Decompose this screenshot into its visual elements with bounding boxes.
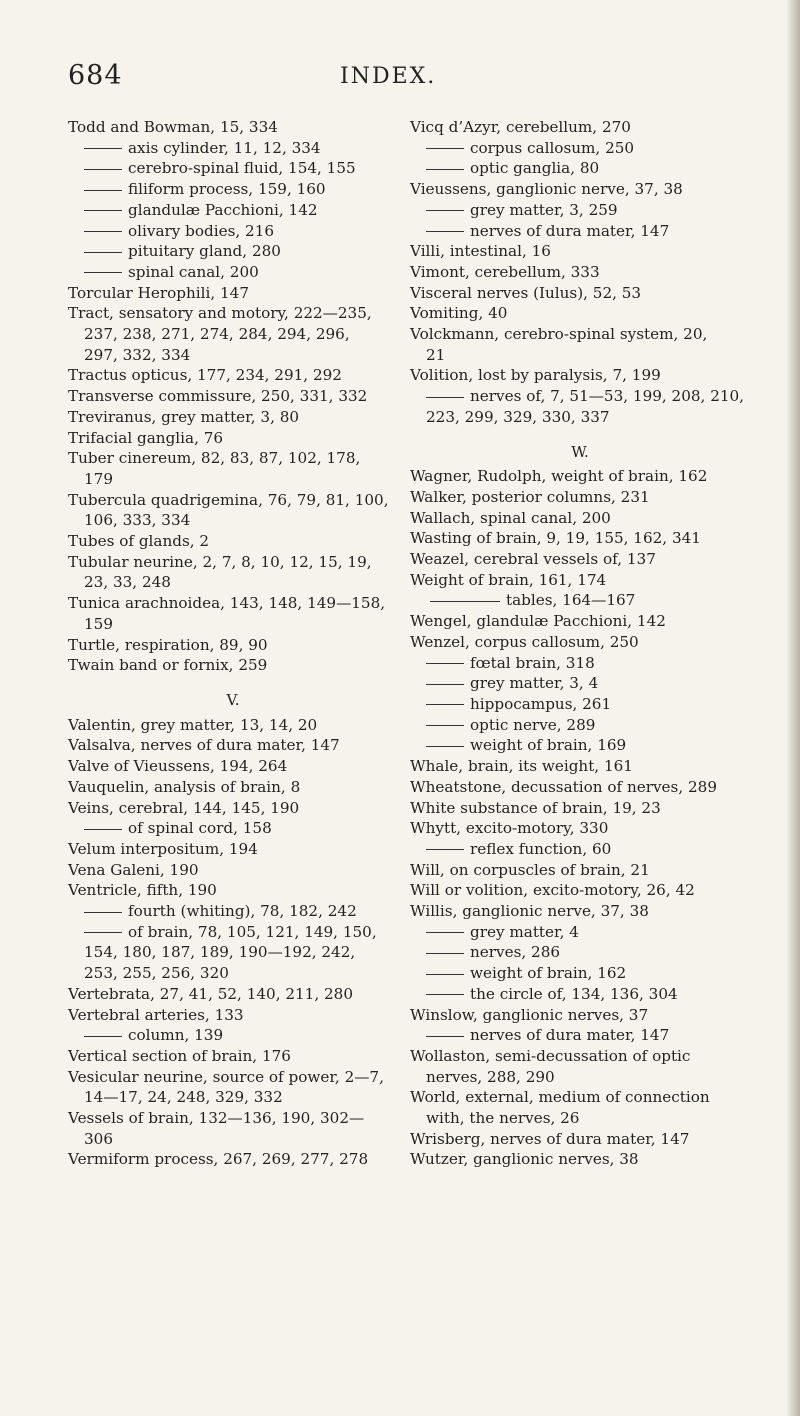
index-subentry: [68, 179, 398, 200]
index-entry-text: spinal canal, 200: [128, 262, 259, 281]
ditto-dash: [84, 210, 122, 211]
index-entry-text: Wutzer, ganglionic nerves, 38: [410, 1150, 639, 1169]
index-column-left: [68, 117, 398, 1170]
index-entry: [68, 303, 398, 324]
index-entry-text: filiform process, 159, 160: [128, 180, 326, 199]
index-entry-text: 237, 238, 271, 274, 284, 294, 296,: [84, 325, 350, 344]
index-entry-text: 253, 255, 256, 320: [84, 964, 229, 983]
index-entry-text: Veins, cerebral, 144, 145, 190: [68, 798, 300, 817]
index-subentry: [68, 818, 398, 839]
index-entry: [410, 777, 750, 798]
index-entry: [68, 1149, 398, 1170]
index-entry: [68, 984, 398, 1005]
index-entry-text: Wrisberg, nerves of dura mater, 147: [410, 1129, 690, 1148]
index-entry-text: Tract, sensatory and motory, 222—235,: [68, 304, 372, 323]
index-subentry: [410, 1025, 750, 1046]
index-entry-text: nerves of dura mater, 147: [470, 221, 670, 240]
index-entry-text: 179: [84, 469, 113, 488]
index-entry-text: corpus callosum, 250: [470, 138, 635, 157]
index-subentry: [410, 715, 750, 736]
index-entry-text: Volckmann, cerebro-spinal system, 20,: [410, 325, 708, 344]
index-entry-text: 223, 299, 329, 330, 337: [426, 407, 610, 426]
index-entry: [68, 735, 398, 756]
index-entry-text: Wheatstone, decussation of nerves, 289: [410, 777, 717, 796]
index-entry: [410, 487, 750, 508]
index-entry: [410, 611, 750, 632]
index-entry-text: optic ganglia, 80: [470, 159, 600, 178]
index-entry-text: the circle of, 134, 136, 304: [470, 984, 678, 1003]
index-entry-text: 14—17, 24, 248, 329, 332: [84, 1088, 283, 1107]
index-entry-text: Trifacial ganglia, 76: [68, 428, 224, 447]
index-entry: [68, 448, 398, 469]
index-entry-text: hippocampus, 261: [470, 694, 612, 713]
index-entry-text: Wasting of brain, 9, 19, 155, 162, 341: [410, 529, 701, 548]
index-entry-text: grey matter, 3, 259: [470, 200, 618, 219]
index-entry: [410, 1046, 750, 1067]
index-entry-text: White substance of brain, 19, 23: [410, 798, 661, 817]
page-number: 684: [68, 60, 123, 91]
ditto-dash: [426, 210, 464, 211]
ditto-dash: [84, 190, 122, 191]
index-entry-text: with, the nerves, 26: [426, 1109, 580, 1128]
index-entry-text: olivary bodies, 216: [128, 221, 275, 240]
index-entry-text: 297, 332, 334: [84, 345, 191, 364]
index-entry: [68, 117, 398, 138]
index-entry: [410, 466, 750, 487]
index-subentry: [68, 1025, 398, 1046]
index-entry: [68, 490, 398, 511]
index-entry-text: Wengel, glandulæ Pacchioni, 142: [410, 612, 666, 631]
index-entry-text: Valve of Vieussens, 194, 264: [68, 757, 288, 776]
index-subentry: [68, 200, 398, 221]
index-subentry: [410, 839, 750, 860]
index-entry-text: Wollaston, semi-decussation of optic: [410, 1046, 691, 1065]
index-subentry: [68, 901, 398, 922]
index-entry-text: Vermiform process, 267, 269, 277, 278: [68, 1150, 369, 1169]
index-entry: [68, 1046, 398, 1067]
index-entry-text: Winslow, ganglionic nerves, 37: [410, 1005, 649, 1024]
ditto-dash: [430, 601, 500, 602]
ditto-dash: [426, 953, 464, 954]
index-subentry: [68, 138, 398, 159]
index-subentry: [68, 221, 398, 242]
index-entry: [410, 818, 750, 839]
index-subentry: [410, 200, 750, 221]
section-letter: [68, 690, 398, 711]
index-entry-text: Todd and Bowman, 15, 334: [68, 118, 278, 136]
index-entry-text: 154, 180, 187, 189, 190—192, 242,: [84, 943, 356, 962]
index-entry-text: pituitary gland, 280: [128, 242, 281, 261]
index-entry-text: Vertebral arteries, 133: [68, 1005, 244, 1024]
index-entry: [410, 901, 750, 922]
index-subentry: [410, 673, 750, 694]
index-entry-text: Twain band or fornix, 259: [68, 656, 268, 675]
index-entry-text: nerves of dura mater, 147: [470, 1026, 670, 1045]
index-entry-text: Whale, brain, its weight, 161: [410, 757, 633, 776]
page-edge-shadow: [786, 0, 800, 1416]
section-letter-text: V.: [226, 690, 240, 709]
index-entry-text: Wagner, Rudolph, weight of brain, 162: [410, 467, 708, 486]
index-entry: [410, 756, 750, 777]
section-letter-text: W.: [571, 442, 589, 461]
index-entry-text: Wallach, spinal canal, 200: [410, 508, 611, 527]
index-entry-text: Weazel, cerebral vessels of, 137: [410, 550, 656, 569]
index-entry-text: Vesicular neurine, source of power, 2—7,: [68, 1067, 384, 1086]
index-entry-text: Will, on corpuscles of brain, 21: [410, 860, 650, 879]
ditto-dash: [426, 148, 464, 149]
index-entry-continuation: [68, 572, 398, 593]
index-entry: [68, 715, 398, 736]
index-entry-text: Velum interpositum, 194: [68, 839, 258, 858]
index-entry-text: grey matter, 3, 4: [470, 674, 599, 693]
index-entry-continuation: [68, 345, 398, 366]
index-entry-text: tables, 164—167: [506, 591, 636, 610]
index-subentry: [410, 138, 750, 159]
index-entry-continuation: [68, 963, 398, 984]
index-entry-text: reflex function, 60: [470, 839, 612, 858]
index-subentry: [410, 386, 750, 407]
index-entry-continuation: [68, 614, 398, 635]
ditto-dash: [84, 829, 122, 830]
index-entry-text: Tubes of glands, 2: [68, 532, 210, 551]
index-entry-text: 106, 333, 334: [84, 511, 191, 530]
index-entry-text: Vena Galeni, 190: [68, 860, 199, 879]
index-entry: [410, 179, 750, 200]
index-subentry: [410, 963, 750, 984]
section-letter: [410, 442, 750, 463]
index-entry-text: Weight of brain, 161, 174: [410, 570, 607, 589]
index-subentry: [68, 241, 398, 262]
index-entry: [68, 635, 398, 656]
ditto-dash: [426, 397, 464, 398]
index-entry: [68, 880, 398, 901]
index-column-right: [410, 117, 750, 1170]
index-entry-text: Turtle, respiration, 89, 90: [68, 635, 268, 654]
index-entry-text: Ventricle, fifth, 190: [68, 881, 217, 900]
index-entry: [68, 428, 398, 449]
running-head: INDEX.: [340, 64, 437, 89]
index-entry: [68, 1108, 398, 1129]
ditto-dash: [426, 1036, 464, 1037]
index-entry-text: nerves, 286: [470, 943, 561, 962]
index-entry-text: Vertebrata, 27, 41, 52, 140, 211, 280: [68, 984, 353, 1003]
index-entry-text: Vessels of brain, 132—136, 190, 302—: [68, 1109, 365, 1128]
index-subentry: [68, 262, 398, 283]
ditto-dash: [84, 272, 122, 273]
index-entry: [68, 860, 398, 881]
index-entry-continuation: [68, 1129, 398, 1150]
index-entry-continuation: [410, 1108, 750, 1129]
index-subentry: [410, 590, 750, 611]
index-entry-text: Tubular neurine, 2, 7, 8, 10, 12, 15, 19,: [68, 552, 372, 571]
index-subentry: [410, 735, 750, 756]
index-entry: [410, 1149, 750, 1170]
index-entry-text: Will or volition, excito-motory, 26, 42: [410, 881, 695, 900]
index-entry: [68, 655, 398, 676]
index-entry-text: World, external, medium of connection: [410, 1088, 710, 1107]
index-entry-text: Vauquelin, analysis of brain, 8: [68, 777, 301, 796]
index-entry-text: Villi, intestinal, 16: [410, 242, 551, 261]
index-entry: [68, 777, 398, 798]
index-entry-continuation: [68, 1087, 398, 1108]
index-entry-text: nerves of, 7, 51—53, 199, 208, 210,: [470, 387, 745, 406]
ditto-dash: [84, 231, 122, 232]
index-entry-text: optic nerve, 289: [470, 715, 596, 734]
index-entry-text: glandulæ Pacchioni, 142: [128, 200, 318, 219]
index-entry: [410, 303, 750, 324]
index-entry: [68, 552, 398, 573]
index-entry-text: 306: [84, 1129, 113, 1148]
index-entry-text: Walker, posterior columns, 231: [410, 487, 650, 506]
index-entry-continuation: [410, 1067, 750, 1088]
index-entry-text: Whytt, excito-motory, 330: [410, 819, 609, 838]
ditto-dash: [426, 725, 464, 726]
index-subentry: [410, 653, 750, 674]
index-entry: [410, 528, 750, 549]
index-subentry: [410, 221, 750, 242]
index-entry-text: Vertical section of brain, 176: [68, 1046, 291, 1065]
ditto-dash: [84, 932, 122, 933]
index-entry-text: fœtal brain, 318: [470, 653, 595, 672]
index-entry-text: of spinal cord, 158: [128, 819, 272, 838]
index-entry: [410, 798, 750, 819]
ditto-dash: [426, 849, 464, 850]
index-entry-text: Vicq d’Azyr, cerebellum, 270: [410, 118, 631, 136]
index-entry-text: column, 139: [128, 1026, 224, 1045]
index-entry: [410, 549, 750, 570]
index-entry-text: cerebro-spinal fluid, 154, 155: [128, 159, 356, 178]
index-entry: [410, 117, 750, 138]
index-entry-text: Torcular Herophili, 147: [68, 283, 249, 302]
index-entry-text: fourth (whiting), 78, 182, 242: [128, 902, 357, 921]
ditto-dash: [84, 912, 122, 913]
index-entry-continuation: [410, 345, 750, 366]
index-subentry: [410, 922, 750, 943]
ditto-dash: [426, 169, 464, 170]
index-entry: [410, 283, 750, 304]
index-entry-text: Transverse commissure, 250, 331, 332: [68, 387, 368, 406]
ditto-dash: [426, 994, 464, 995]
index-entry-text: Tubercula quadrigemina, 76, 79, 81, 100,: [68, 490, 389, 509]
index-entry-text: axis cylinder, 11, 12, 334: [128, 138, 321, 157]
index-entry: [68, 593, 398, 614]
index-entry: [410, 365, 750, 386]
index-entry: [68, 1067, 398, 1088]
index-entry-text: 159: [84, 614, 113, 633]
index-subentry: [410, 942, 750, 963]
ditto-dash: [426, 974, 464, 975]
index-entry: [410, 324, 750, 345]
index-entry: [410, 632, 750, 653]
index-subentry: [410, 158, 750, 179]
index-entry-text: Treviranus, grey matter, 3, 80: [68, 407, 300, 426]
index-entry: [68, 756, 398, 777]
index-subentry: [410, 694, 750, 715]
ditto-dash: [84, 169, 122, 170]
index-entry: [68, 531, 398, 552]
index-entry-text: of brain, 78, 105, 121, 149, 150,: [128, 922, 377, 941]
index-entry: [410, 241, 750, 262]
index-entry: [68, 798, 398, 819]
index-entry-text: Valentin, grey matter, 13, 14, 20: [68, 715, 318, 734]
index-entry-text: Valsalva, nerves of dura mater, 147: [68, 736, 340, 755]
index-entry-text: 21: [426, 345, 446, 364]
index-entry-continuation: [68, 324, 398, 345]
index-entry-text: Tuber cinereum, 82, 83, 87, 102, 178,: [68, 449, 361, 468]
index-entry: [410, 262, 750, 283]
index-entry-continuation: [68, 942, 398, 963]
index-entry-text: Volition, lost by paralysis, 7, 199: [410, 366, 661, 385]
index-entry: [410, 1087, 750, 1108]
index-entry-text: weight of brain, 169: [470, 736, 627, 755]
index-entry: [410, 1129, 750, 1150]
index-entry-text: nerves, 288, 290: [426, 1067, 555, 1086]
index-entry: [68, 386, 398, 407]
index-entry: [68, 407, 398, 428]
index-entry-continuation: [410, 407, 750, 428]
index-entry-text: Tractus opticus, 177, 234, 291, 292: [68, 366, 342, 385]
index-entry: [410, 880, 750, 901]
index-entry: [410, 1005, 750, 1026]
index-subentry: [68, 922, 398, 943]
index-entry-text: Visceral nerves (Iulus), 52, 53: [410, 283, 642, 302]
index-entry-text: Vomiting, 40: [410, 304, 508, 323]
index-entry-text: Tunica arachnoidea, 143, 148, 149—158,: [68, 594, 386, 613]
index-entry: [68, 1005, 398, 1026]
ditto-dash: [84, 1036, 122, 1037]
ditto-dash: [426, 704, 464, 705]
ditto-dash: [84, 148, 122, 149]
index-entry-text: Vimont, cerebellum, 333: [410, 262, 600, 281]
index-subentry: [68, 158, 398, 179]
ditto-dash: [426, 684, 464, 685]
index-entry-text: Wenzel, corpus callosum, 250: [410, 632, 639, 651]
ditto-dash: [84, 252, 122, 253]
index-entry-text: Vieussens, ganglionic nerve, 37, 38: [410, 180, 683, 199]
index-subentry: [410, 984, 750, 1005]
index-entry-text: 23, 33, 248: [84, 573, 171, 592]
index-entry: [410, 860, 750, 881]
ditto-dash: [426, 932, 464, 933]
ditto-dash: [426, 231, 464, 232]
index-entry-text: grey matter, 4: [470, 922, 579, 941]
ditto-dash: [426, 746, 464, 747]
index-entry: [410, 570, 750, 591]
index-entry: [68, 365, 398, 386]
page-header: [0, 60, 800, 100]
index-entry-text: Willis, ganglionic nerve, 37, 38: [410, 902, 649, 921]
index-entry-continuation: [68, 510, 398, 531]
index-entry: [410, 508, 750, 529]
index-entry: [68, 283, 398, 304]
ditto-dash: [426, 663, 464, 664]
index-entry: [68, 839, 398, 860]
index-entry-text: weight of brain, 162: [470, 964, 627, 983]
index-entry-continuation: [68, 469, 398, 490]
